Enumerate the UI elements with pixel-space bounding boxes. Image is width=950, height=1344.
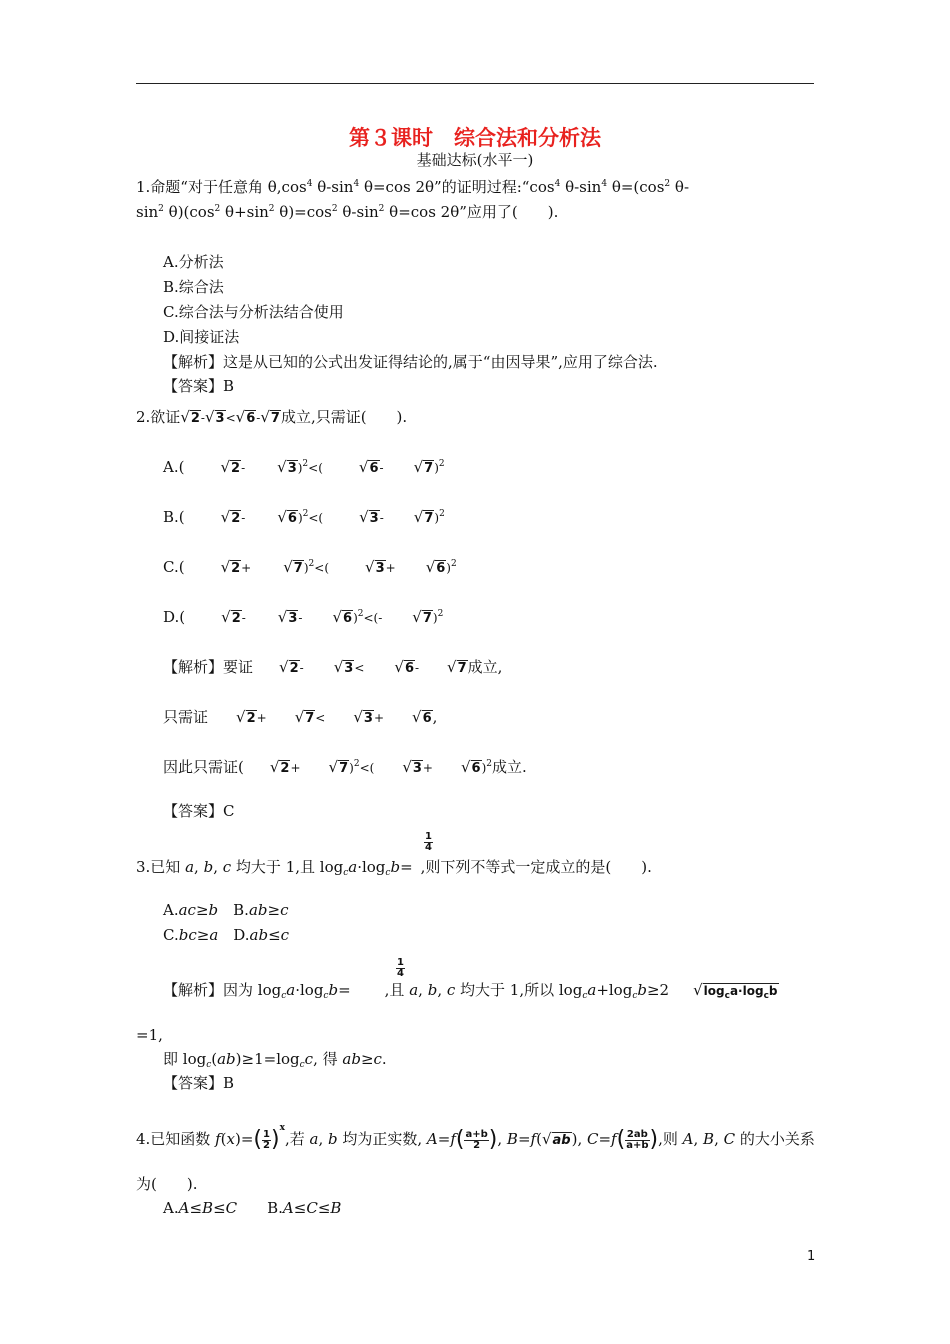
q1-stem-line1: 1.命题“对于任意角 $\theta,\cos^4$ $\theta-\sin^4$ θ=cos 2θ”的证明过程$:“\cos^4$ $\theta-\sin^4$ $\theta=(\cos^2$ θ-	[136, 178, 690, 196]
answer-value: B	[223, 1074, 235, 1092]
fraction-one-quarter: $\frac{1}{4}$	[397, 957, 404, 979]
option-label: D.(	[163, 608, 186, 626]
q2-suffix: 成立,只需证( ).	[280, 408, 408, 426]
answer-label: 【答案】	[163, 377, 224, 395]
option-label: B.(	[163, 508, 185, 526]
q4-options: A.A≤B≤C B.A≤C≤B	[163, 1199, 342, 1217]
q1-answer	[163, 375, 234, 397]
q1-option-c: C.综合法与分析法结合使用	[163, 303, 344, 321]
analysis-text: 只需证	[163, 708, 209, 726]
option-label: C.(	[163, 558, 185, 576]
q2-option-a: A.( √2- √3)$^2$<( √6- √7)$^2$	[163, 458, 445, 476]
q3-answer	[163, 1072, 234, 1094]
analysis-label: 【解析】	[163, 981, 224, 999]
sqrt-log-product: $√\log_ca\cdot\log_cb$	[693, 981, 778, 1001]
q2-option-c: C.( √2+ √7)$^2$<( √3+ √6)$^2$	[163, 558, 457, 576]
analysis-text: 成立,	[467, 658, 503, 676]
q2-analysis-line2: 只需证 √2+ √7< √3+ √6,	[163, 708, 438, 726]
q2-option-d: D.( √2- √3- √6)$^2$<(- √7)$^2$	[163, 608, 444, 626]
answer-value: B	[223, 377, 235, 395]
sqrt-7: √7	[260, 408, 280, 426]
q4-stem-line2: 为( ).	[136, 1175, 198, 1193]
q2-answer	[163, 800, 235, 822]
q1-stem-line2: $\sin^2 \theta)(\cos^2$ $\theta+\sin^2$ $\theta)=\cos^2$ $\theta-\sin^2$ θ=cos 2θ”应用了( ).	[136, 203, 559, 221]
q3-analysis-eq: =1,	[136, 1026, 163, 1044]
header-rule	[136, 83, 814, 84]
q2-option-b: B.( √2- √6)$^2$<( √3- √7)$^2$	[163, 508, 445, 526]
q2-prefix: 2.欲证	[136, 408, 181, 426]
q1-option-b: B.综合法	[163, 278, 224, 296]
page-subtitle: 基础达标(水平一)	[416, 151, 534, 169]
q2-analysis: 【解析】要证 √2- √3< √6- √7成立,	[163, 658, 503, 676]
answer-label: 【答案】	[163, 802, 224, 820]
q2-analysis-line3: 因此只需证( √2+ √7)$^2$<( √3+ √6)$^2$成立.	[163, 758, 527, 776]
q1-option-a: A.分析法	[163, 253, 224, 271]
answer-value: C	[223, 802, 235, 820]
q3-conclusion: 即 $\log_c(ab)\ge 1=\log_cc$, 得 ab≥c.	[163, 1050, 387, 1070]
page-number: 1	[807, 1249, 816, 1264]
q3-stem: 3.已知 a, b, c 均大于 1,且 $\log_ca\cdot\log_cb=$ ,则下列不等式一定成立的是( ).	[136, 858, 652, 878]
q1-option-d: D.间接证法	[163, 328, 240, 346]
sqrt-6: √6	[235, 408, 256, 426]
answer-label: 【答案】	[163, 1074, 224, 1092]
option-label: A.(	[163, 458, 185, 476]
fraction-one-quarter: $\frac{1}{4}$	[425, 831, 432, 853]
analysis-text: 成立.	[492, 758, 527, 776]
q2-stem: 2.欲证√2-√3<√6-√7成立,只需证( ).	[136, 406, 407, 430]
q3-options-cd: C.bc≥a D.ab≤c	[163, 926, 290, 944]
analysis-label: 【解析】	[163, 658, 224, 676]
q1-analysis	[163, 351, 658, 373]
q4-stem: 4.已知函数 f(x)=( $\frac{1}{2}$ )$^x$,若 a, b 均为正实数, A=f( $\frac{a+b}{2}$ ), B=f(√ab), C=f( $\frac{2ab}{a+b}$ ),则 A, B, C 的大小关系	[136, 1123, 815, 1152]
sqrt-2: √2	[180, 408, 200, 426]
analysis-text: 要证	[223, 658, 254, 676]
q3-analysis: 【解析】因为 $\log_ca\cdot\log_cb=$ ,且 a, b, c 均大于 1,所以 $\log_ca+\log_cb\ge 2$ $√\log_ca\cdot\log_cb$	[163, 981, 778, 1001]
analysis-label: 【解析】	[163, 353, 224, 371]
sqrt-ab: √ab	[541, 1130, 571, 1148]
analysis-text: 这是从已知的公式出发证得结论的,属于“由因导果”,应用了综合法.	[223, 353, 658, 371]
q3-options-ab: A.ac≥b B.ab≥c	[163, 901, 289, 919]
page-title: 第３课时 综合法和分析法	[349, 126, 601, 150]
sqrt-3: √3	[204, 408, 225, 426]
analysis-text: 因此只需证(	[163, 758, 244, 776]
